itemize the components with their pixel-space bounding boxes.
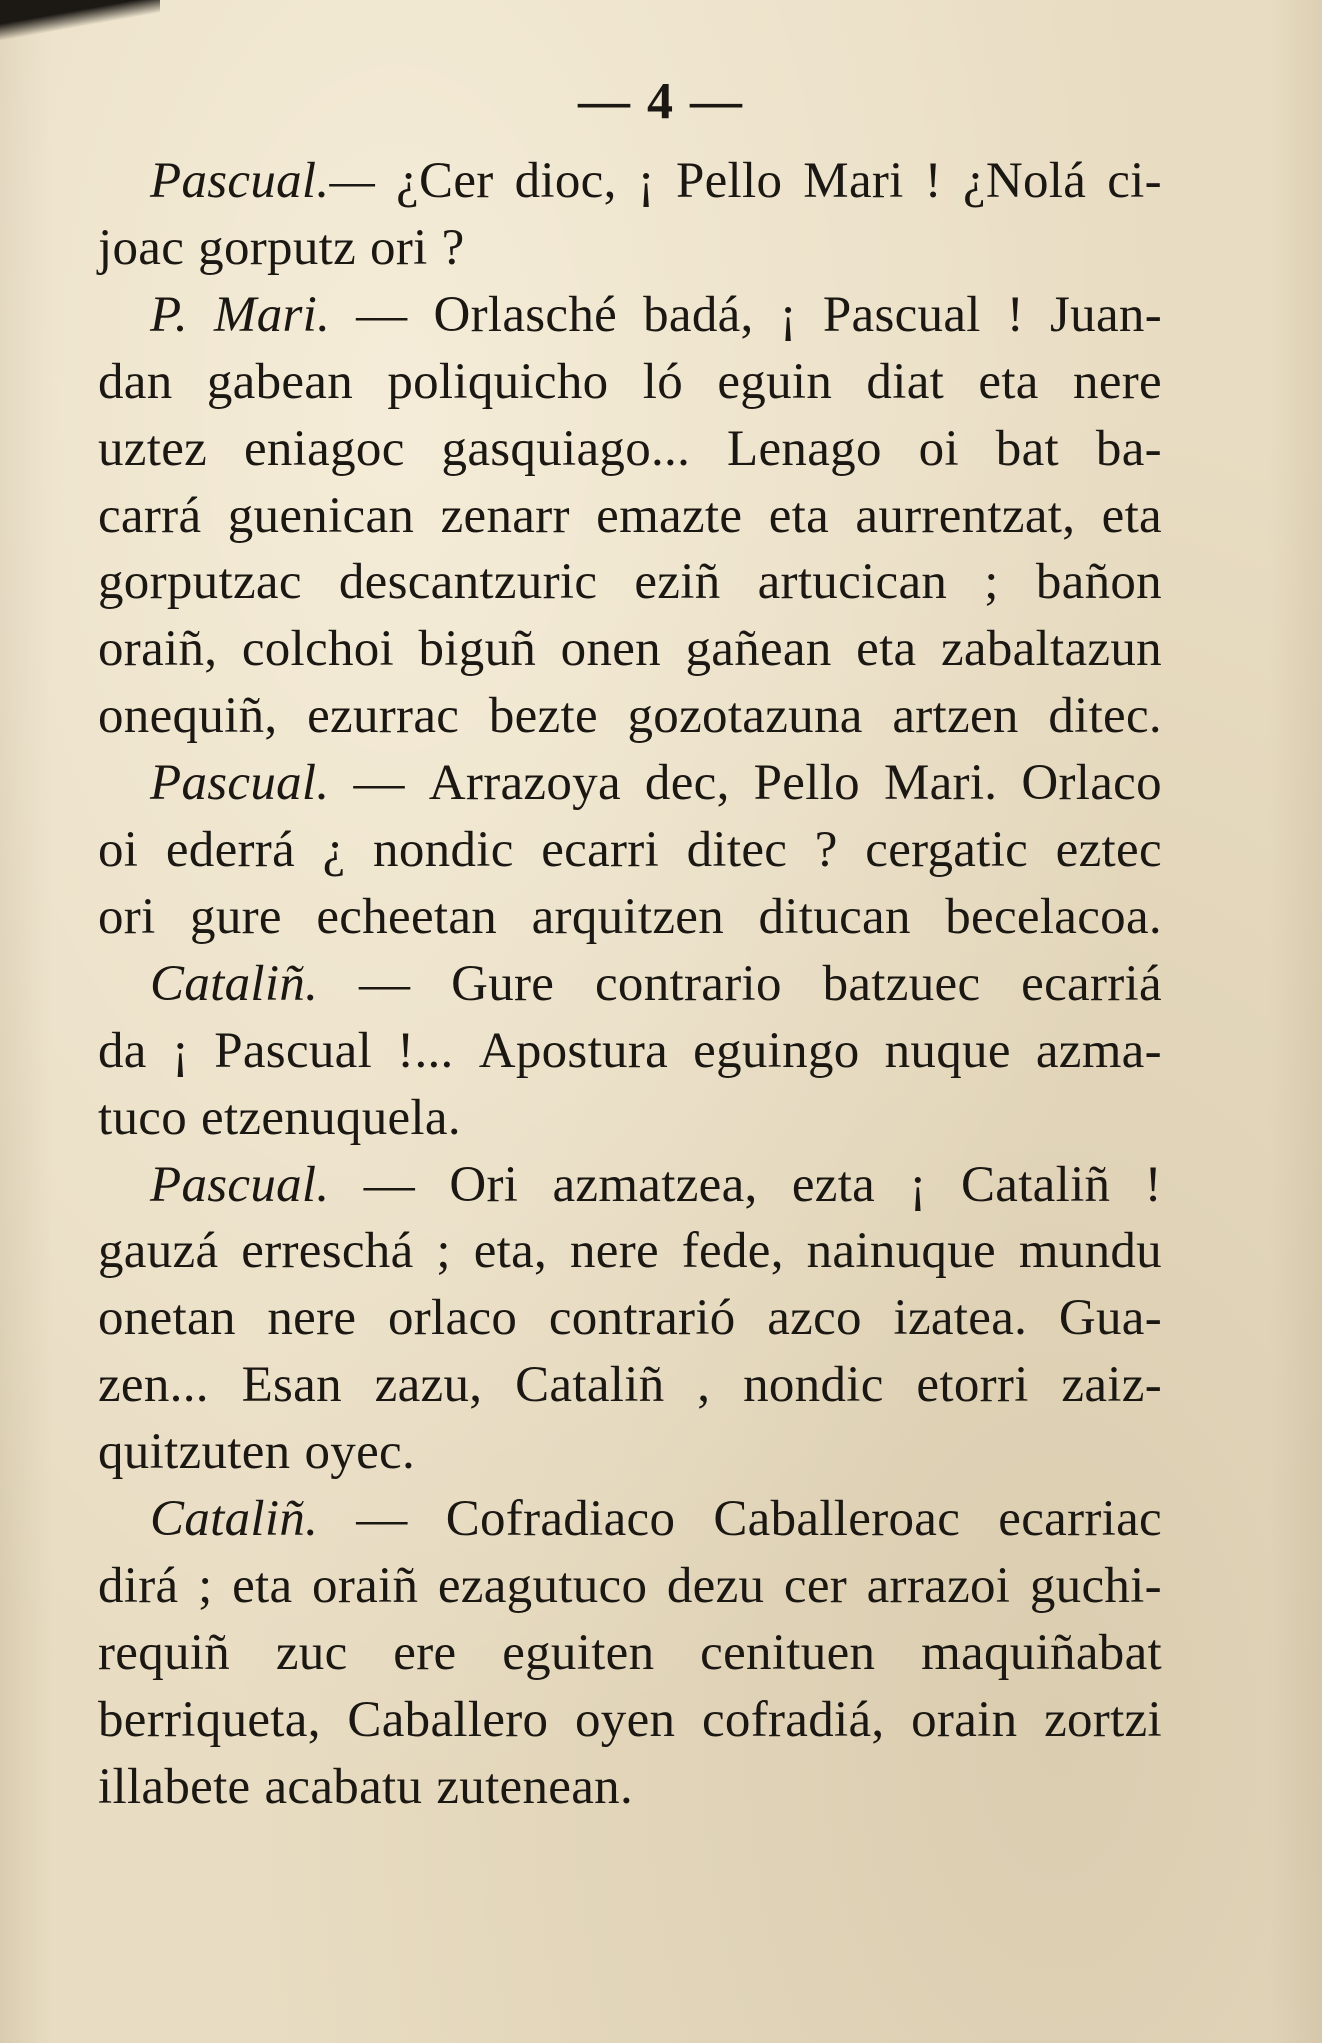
word: dirá <box>98 1558 179 1614</box>
text-line <box>98 817 1162 883</box>
word: Caballero <box>347 1692 549 1748</box>
word: da <box>98 1023 147 1079</box>
word: zuc <box>275 1625 348 1681</box>
word: eguin <box>717 354 833 410</box>
word: nere <box>1073 354 1162 410</box>
text-line <box>98 1085 1162 1151</box>
word: zazu, <box>374 1357 483 1413</box>
word: ! <box>924 153 942 209</box>
word: ederrá <box>165 822 296 878</box>
word: dan <box>98 354 173 410</box>
text-line <box>98 1419 1162 1485</box>
word: cergatic <box>865 822 1029 878</box>
word: Cataliñ. <box>150 956 319 1012</box>
word: nainuque <box>806 1223 996 1279</box>
word: gañean <box>685 621 832 677</box>
word: zenarr <box>440 488 570 544</box>
text-line <box>98 282 1162 348</box>
word: — <box>363 1157 416 1213</box>
word: onen <box>560 621 661 677</box>
text-line <box>98 215 1162 281</box>
word: eniagoc <box>243 421 405 477</box>
word: Pello <box>753 755 860 811</box>
word: cer <box>783 1558 848 1614</box>
word: Cataliñ <box>515 1357 665 1413</box>
word: eta <box>768 488 830 544</box>
word: Cataliñ. <box>150 1491 319 1547</box>
text-line <box>98 483 1162 549</box>
word: etorri <box>916 1357 1029 1413</box>
word: becelacoa. <box>945 889 1162 945</box>
word: bañon <box>1035 554 1162 610</box>
text-line <box>98 416 1162 482</box>
word: artzen <box>892 688 1019 744</box>
word: zaiz- <box>1061 1357 1162 1413</box>
word: azma- <box>1035 1023 1162 1079</box>
word: berriqueta, <box>98 1692 321 1748</box>
page-corner-shadow <box>0 0 160 40</box>
word: ; <box>984 554 999 610</box>
word: Cofradiaco <box>445 1491 676 1547</box>
word: Cataliñ <box>960 1157 1111 1213</box>
word: — <box>356 287 408 343</box>
word: Pascual. <box>150 755 330 811</box>
word: echeetan <box>316 889 498 945</box>
word: etzenuquela. <box>201 1090 461 1146</box>
word: gabean <box>206 354 354 410</box>
word: Gua- <box>1058 1290 1162 1346</box>
word: ¿Cer <box>396 153 494 209</box>
word: Pascual. <box>150 1157 330 1213</box>
word: Apostura <box>478 1023 669 1079</box>
word: izatea. <box>893 1290 1028 1346</box>
word: — <box>353 755 405 811</box>
word: ló <box>642 354 684 410</box>
word: ¡ <box>171 1023 190 1079</box>
text-line <box>98 148 1162 214</box>
word: ere <box>393 1625 457 1681</box>
word: oraiñ <box>312 1558 419 1614</box>
word: ditec <box>686 822 788 878</box>
word: gozotazuna <box>627 688 863 744</box>
word: ezagutuco <box>437 1558 648 1614</box>
word: Caballeroac <box>713 1491 961 1547</box>
word: Juan- <box>1050 287 1162 343</box>
word: ? <box>441 220 465 276</box>
word: zortzi <box>1044 1692 1162 1748</box>
word: eta <box>232 1558 293 1614</box>
word: carrá <box>98 488 202 544</box>
word: badá, <box>643 287 754 343</box>
word: — <box>356 1491 408 1547</box>
word: cenituen <box>700 1625 876 1681</box>
word: ba- <box>1095 421 1162 477</box>
word: gorputz <box>198 220 357 276</box>
word: diat <box>866 354 945 410</box>
word: orain <box>911 1692 1018 1748</box>
word: , <box>697 1357 711 1413</box>
word: batzuec <box>822 956 981 1012</box>
word: oraiñ, <box>98 621 218 677</box>
text-line <box>98 1486 1162 1552</box>
word: oyen <box>575 1692 676 1748</box>
word: poliquicho <box>387 354 609 410</box>
word: ¡ <box>779 287 797 343</box>
word: requiñ <box>98 1625 231 1681</box>
word: — <box>358 956 411 1012</box>
word: ¡ <box>637 153 655 209</box>
word: nondic <box>743 1357 884 1413</box>
word: zutenean. <box>436 1759 633 1815</box>
word: ¡ <box>909 1157 927 1213</box>
word: aurrentzat, <box>855 488 1076 544</box>
text-line <box>98 1218 1162 1284</box>
word: fede, <box>681 1223 784 1279</box>
word: eziñ <box>634 554 721 610</box>
word: dioc, <box>514 153 617 209</box>
word: gorputzac <box>98 554 302 610</box>
text-line <box>98 750 1162 816</box>
word: onequiñ, <box>98 688 278 744</box>
word: arrazoi <box>866 1558 1011 1614</box>
word: dec, <box>644 755 730 811</box>
word: ezta <box>791 1157 876 1213</box>
word: ci- <box>1107 153 1162 209</box>
word: Orlaco <box>1021 755 1162 811</box>
word: oi <box>98 822 139 878</box>
word: Lenago <box>727 421 882 477</box>
word: zen... <box>98 1357 209 1413</box>
word: P. <box>150 287 188 343</box>
text-line <box>98 1152 1162 1218</box>
word: eztec <box>1055 822 1162 878</box>
word: Gure <box>451 956 555 1012</box>
word: uztez <box>98 421 208 477</box>
text-line <box>98 884 1162 950</box>
word: Pascual.— <box>150 153 376 209</box>
text-line <box>98 951 1162 1017</box>
word: gauzá <box>98 1223 219 1279</box>
word: contrario <box>595 956 782 1012</box>
word: eta, <box>473 1223 548 1279</box>
word: Mari. <box>213 287 331 343</box>
word: Pascual <box>822 287 981 343</box>
word: azmatzea, <box>552 1157 758 1213</box>
word: biguñ <box>418 621 537 677</box>
word: mundu <box>1018 1223 1162 1279</box>
word: oi <box>918 421 959 477</box>
text-line <box>98 1754 1162 1820</box>
word: artucican <box>757 554 948 610</box>
word: Mari. <box>883 755 998 811</box>
word: ; <box>436 1223 451 1279</box>
word: gure <box>190 889 282 945</box>
word: ori <box>98 889 156 945</box>
word: quitzuten <box>98 1424 291 1480</box>
word: nere <box>267 1290 357 1346</box>
word: arquitzen <box>531 889 725 945</box>
word: joac <box>98 220 185 276</box>
word: oyec. <box>304 1424 416 1480</box>
word: Pascual <box>214 1023 373 1079</box>
word: acabatu <box>264 1759 423 1815</box>
page-number: — 4 — <box>578 73 744 130</box>
word: ori <box>370 220 428 276</box>
word: bat <box>995 421 1060 477</box>
text-line <box>98 549 1162 615</box>
word: ¿Nolá <box>962 153 1087 209</box>
word: cofradiá, <box>701 1692 885 1748</box>
word: ecarri <box>541 822 660 878</box>
word: emazte <box>596 488 743 544</box>
word: dezu <box>666 1558 765 1614</box>
word: colchoi <box>241 621 395 677</box>
text-line <box>98 1687 1162 1753</box>
word: gasquiago... <box>441 421 691 477</box>
word: contrarió <box>548 1290 736 1346</box>
word: Ori <box>449 1157 519 1213</box>
word: tuco <box>98 1090 188 1146</box>
text-line <box>98 349 1162 415</box>
word: orlaco <box>387 1290 518 1346</box>
text-line <box>98 1352 1162 1418</box>
word: Mari <box>803 153 904 209</box>
word: ecarriac <box>998 1491 1162 1547</box>
word: eguiten <box>502 1625 655 1681</box>
text-line <box>98 1018 1162 1084</box>
word: nuque <box>884 1023 1011 1079</box>
word: ditec. <box>1048 688 1162 744</box>
text-line <box>98 616 1162 682</box>
word: ¿ <box>322 822 346 878</box>
word: eta <box>856 621 917 677</box>
word: Esan <box>241 1357 342 1413</box>
word: guchi- <box>1029 1558 1162 1614</box>
word: azco <box>767 1290 862 1346</box>
word: ? <box>814 822 838 878</box>
word: nere <box>569 1223 659 1279</box>
word: illabete <box>98 1759 251 1815</box>
word: erreschá <box>241 1223 414 1279</box>
text-line <box>98 683 1162 749</box>
word: bezte <box>488 688 598 744</box>
word: Pello <box>675 153 783 209</box>
word: Arrazoya <box>428 755 621 811</box>
word: ! <box>1006 287 1025 343</box>
word: eguingo <box>693 1023 860 1079</box>
word: ! <box>1144 1157 1162 1213</box>
word: zabaltazun <box>940 621 1162 677</box>
word: guenican <box>227 488 415 544</box>
word: eta <box>1101 488 1162 544</box>
word: descantzuric <box>338 554 598 610</box>
word: ezurrac <box>307 688 460 744</box>
text-line <box>98 1620 1162 1686</box>
word: maquiñabat <box>921 1625 1162 1681</box>
word: ecarriá <box>1021 956 1162 1012</box>
word: ; <box>198 1558 213 1614</box>
text-line <box>98 1285 1162 1351</box>
text-line <box>98 1553 1162 1619</box>
word: ditucan <box>758 889 911 945</box>
word: onetan <box>98 1290 236 1346</box>
word: eta <box>978 354 1039 410</box>
word: !... <box>397 1023 454 1079</box>
word: nondic <box>373 822 514 878</box>
word: Orlasché <box>433 287 618 343</box>
